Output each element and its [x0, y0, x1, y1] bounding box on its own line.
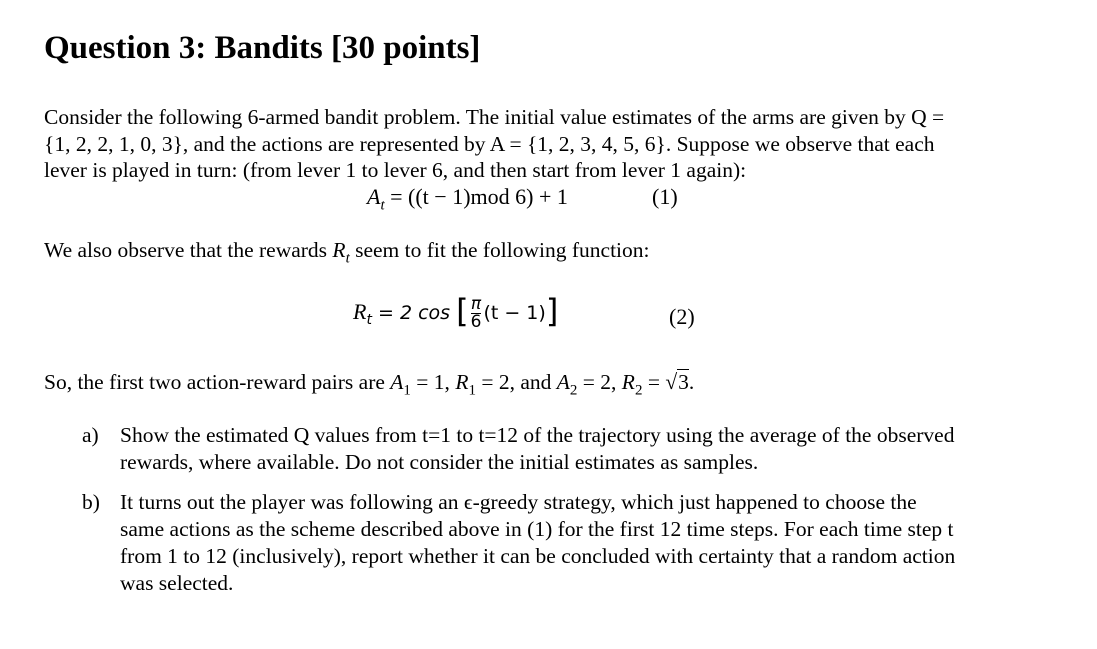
rewards-symbol: R [332, 238, 346, 262]
rewards-sub: t [345, 250, 350, 267]
pairs-r2-eq: = [642, 370, 666, 394]
eq2-frac-num: π [470, 294, 482, 314]
item-a-label: a) [82, 423, 99, 447]
eq1-lhs: A [367, 184, 381, 209]
rewards-before: We also observe that the rewards [44, 238, 333, 262]
eq2-lhs: R [353, 299, 367, 324]
pairs-a1: A [390, 370, 404, 394]
rewards-after: seem to fit the following function: [349, 238, 650, 262]
equation-2-number: (2) [669, 304, 695, 329]
eq1-rhs: = ((t − 1)mod 6) + 1 [390, 184, 568, 209]
equation-2 [353, 292, 559, 334]
eq2-frac-den: 6 [470, 312, 482, 332]
pairs-r1-val: = 2, [475, 370, 515, 394]
item-b-line-2: same actions as the scheme described above in (1) for the first 12 time steps. For each time step t [120, 517, 954, 541]
equation-1 [367, 183, 568, 219]
question-title: Question 3: Bandits [30 points] [44, 30, 481, 66]
item-b-label: b) [82, 490, 100, 514]
eq2-right-bracket: ] [545, 292, 559, 330]
item-b-line-1: It turns out the player was following an ϵ-greedy strategy, which just happened to choose the [120, 490, 917, 514]
item-a-line-2: rewards, where available. Do not consider the initial estimates as samples. [120, 450, 759, 474]
equation-1-number: (1) [652, 184, 678, 209]
pairs-r2: R [621, 370, 635, 394]
eq2-eq: = [378, 302, 394, 324]
eq2-left-bracket: [ [456, 292, 469, 330]
sqrt-radicand: 3 [678, 370, 689, 394]
sqrt-symbol: √ [665, 370, 678, 394]
item-a-line-1: Show the estimated Q values from t=1 to t=12 of the trajectory using the average of the observed [120, 423, 955, 447]
intro-line-1: Consider the following 6-armed bandit problem. The initial value estimates of the arms are given by Q = [44, 105, 945, 129]
eq2-arg: (t − 1) [483, 302, 546, 324]
pairs-a2: A [556, 370, 570, 394]
pairs-r1: R [455, 370, 469, 394]
intro-line-2: {1, 2, 2, 1, 0, 3}, and the actions are represented by A = {1, 2, 3, 4, 5, 6}. Suppose we observe that each [44, 132, 935, 156]
eq2-lhs-sub: t [366, 311, 372, 328]
eq2-fraction [471, 296, 482, 331]
item-b-line-3: from 1 to 12 (inclusively), report whether it can be concluded with certainty that a random action [120, 544, 956, 568]
item-b-line-4: was selected. [120, 571, 234, 595]
pairs-r1-sub: 1 [468, 382, 476, 399]
pairs-a1-sub: 1 [403, 382, 411, 399]
rewards-line [44, 237, 650, 272]
pairs-and: and [514, 370, 557, 394]
pairs-a2-val: = 2, [577, 370, 622, 394]
pairs-a1-val: = 1, [410, 370, 456, 394]
eq1-lhs-sub: t [380, 197, 385, 214]
pairs-r2-sqrt [665, 369, 689, 396]
intro-line-3: lever is played in turn: (from lever 1 to lever 6, and then start from lever 1 again): [44, 158, 747, 182]
eq2-coef: 2 cos [399, 302, 451, 324]
pairs-before: So, the first two action-reward pairs are [44, 370, 391, 394]
pairs-line [44, 369, 694, 404]
pairs-r2-sub: 2 [634, 382, 643, 399]
pairs-end: . [688, 370, 695, 394]
pairs-a2-sub: 2 [569, 382, 578, 399]
